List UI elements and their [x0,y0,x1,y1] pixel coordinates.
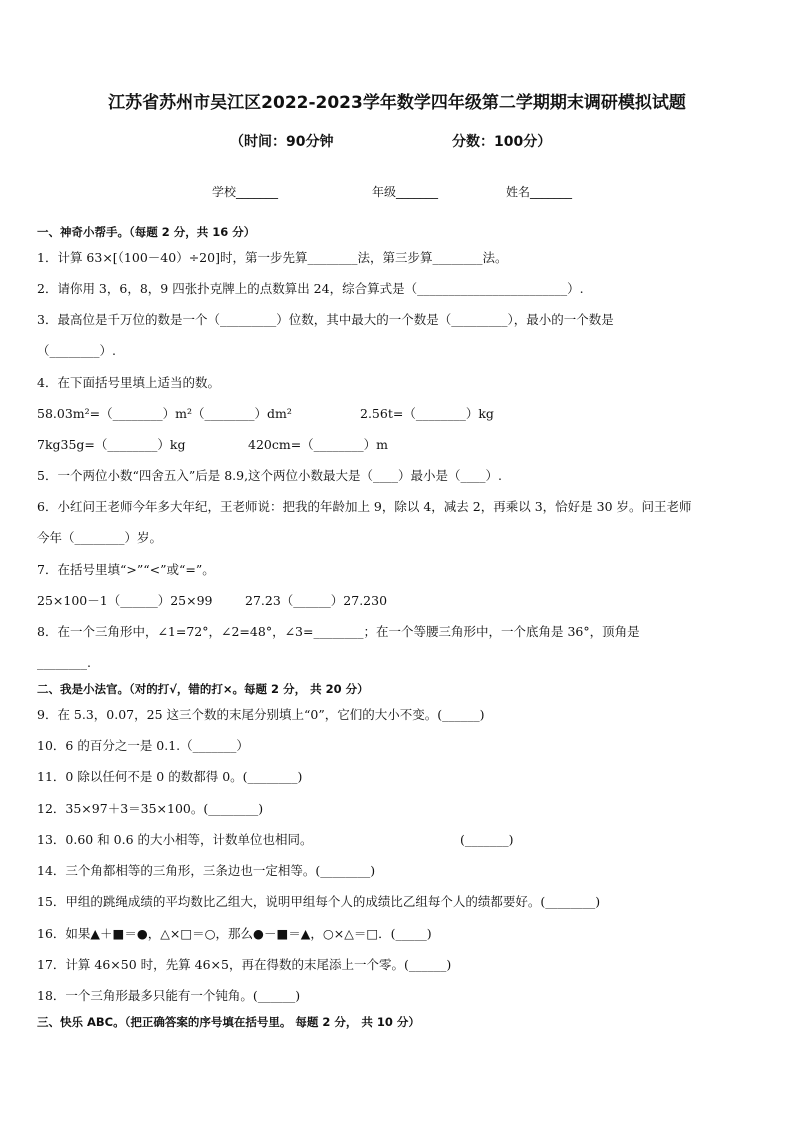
question-7-item-1: 25×100－1（______）25×99 [37,593,213,608]
grade-field: 年级_______ [372,185,439,199]
question-13-answer: (_______) [460,832,514,847]
question-7: 7．在括号里填“>”“<”或“=”。 [37,562,215,577]
exam-subtitle [230,131,552,151]
question-17: 17．计算 46×50 时，先算 46×5，再在得数的末尾添上一个零。(______) [37,957,452,972]
question-7-item-2: 27.23（______）27.230 [245,593,388,608]
question-16: 16．如果▲＋■＝●，△×□＝○，那么●－■＝▲，○×△＝□．(_____) [37,926,432,941]
question-4: 4．在下面括号里填上适当的数。 [37,375,220,390]
section-heading-2: 二、我是小法官。（对的打√，错的打×。每题 2 分， 共 20 分） [37,682,369,696]
question-15: 15．甲组的跳绳成绩的平均数比乙组大，说明甲组每个人的成绩比乙组每个人的绩都要好。(________) [37,894,601,909]
question-6-line-1: 6．小红问王老师今年多大年纪，王老师说：把我的年龄加上 9，除以 4，减去 2，再乘以 3，恰好是 30 岁。问王老师 [37,499,692,514]
question-14: 14．三个角都相等的三角形，三条边也一定相等。(________) [37,863,376,878]
page-title: 江苏省苏州市吴江区2022-2023学年数学四年级第二学期期末调研模拟试题 [108,93,686,113]
question-3-line-1: 3．最高位是千万位的数是一个（_________）位数，其中最大的一个数是（_________），最小的一个数是 [37,312,614,327]
question-18: 18．一个三角形最多只能有一个钝角。(______) [37,988,301,1003]
question-4-item-1: 58.03m²=（________）m²（________）dm² [37,406,292,421]
question-8-line-1: 8．在一个三角形中，∠1=72°，∠2=48°，∠3=________；在一个等腰三角形中，一个底角是 36°，顶角是 [37,624,640,639]
question-2: 2．请你用 3，6，8，9 四张扑克牌上的点数算出 24，综合算式是（________________________）. [37,281,584,296]
question-6-line-2: 今年（________）岁。 [37,530,163,545]
section-heading-1: 一、神奇小帮手。（每题 2 分，共 16 分） [37,225,256,239]
question-5: 5．一个两位小数“四舍五入”后是 8.9,这个两位小数最大是（____）最小是（____）. [37,468,503,483]
question-3-line-2: （________）. [37,343,116,358]
section-heading-3: 三、快乐 ABC。（把正确答案的序号填在括号里。 每题 2 分， 共 10 分） [37,1015,420,1029]
question-8-line-2: ________. [37,655,91,670]
question-11: 11．0 除以任何不是 0 的数都得 0。(________) [37,769,303,784]
question-13: 13．0.60 和 0.6 的大小相等，计数单位也相同。 [37,832,313,847]
time-label: （时间：90分钟 [230,134,334,150]
name-field: 姓名_______ [506,185,573,199]
question-4-item-2: 2.56t=（________）kg [360,406,494,421]
question-9: 9．在 5.3，0.07，25 这三个数的末尾分别填上“0”，它们的大小不变。(______) [37,707,485,722]
question-10: 10．6 的百分之一是 0.1.（_______） [37,738,249,753]
question-12: 12．35×97＋3＝35×100。(________) [37,801,264,816]
question-1: 1．计算 63×[（100－40）÷20]时，第一步先算________法，第三步算________法。 [37,250,508,265]
question-4-item-4: 420cm=（________）m [248,437,389,452]
score-label: 分数：100分） [452,134,552,150]
question-4-item-3: 7kg35g=（________）kg [37,437,186,452]
school-field: 学校_______ [212,185,279,199]
